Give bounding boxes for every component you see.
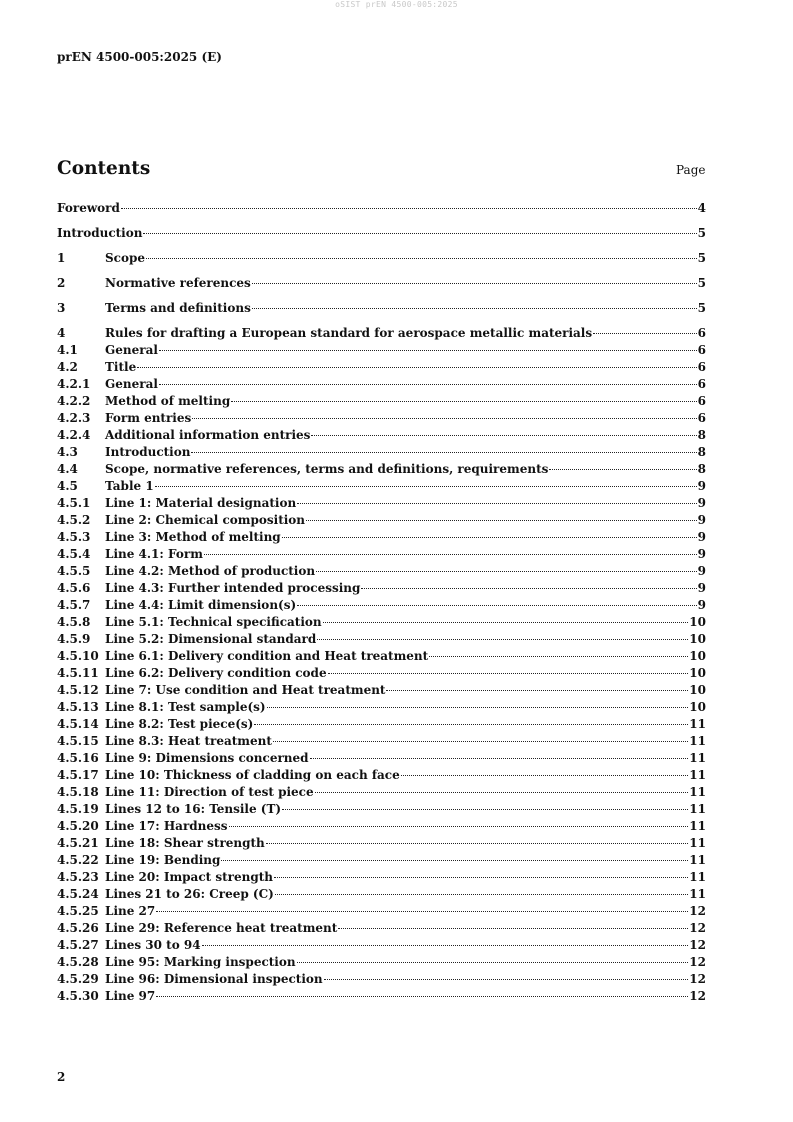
toc-entry[interactable]: [57, 853, 706, 870]
toc-entry-page: 12: [689, 904, 706, 918]
toc-entry-number: 4.5.8: [57, 615, 91, 629]
toc-entry[interactable]: [57, 768, 706, 785]
toc-entry[interactable]: [57, 972, 706, 989]
toc-entry[interactable]: [57, 819, 706, 836]
toc-entry-title: Line 8.3: Heat treatment: [105, 734, 272, 748]
toc-entry-number: 2: [57, 276, 66, 290]
toc-entry-page: 5: [697, 251, 706, 265]
toc-dot-leader: [159, 350, 697, 351]
toc-entry-page: 11: [689, 802, 706, 816]
toc-entry[interactable]: [57, 581, 706, 598]
table-of-contents: [57, 201, 706, 1006]
toc-entry-title: Scope: [105, 251, 146, 265]
toc-entry-page: 8: [697, 445, 706, 459]
toc-entry-number: 4: [57, 326, 66, 340]
toc-entry-page: 5: [697, 276, 706, 290]
toc-entry[interactable]: [57, 785, 706, 802]
toc-entry-number: 4.5.30: [57, 989, 99, 1003]
toc-dot-leader: [297, 503, 696, 504]
toc-entry-number: 3: [57, 301, 66, 315]
toc-entry-number: 4.5.22: [57, 853, 99, 867]
toc-entry-page: 12: [689, 972, 706, 986]
toc-entry-title: General: [105, 377, 158, 391]
toc-entry-number: 4.5.2: [57, 513, 91, 527]
toc-entry[interactable]: [57, 700, 706, 717]
toc-entry-title: Line 96: Dimensional inspection: [105, 972, 323, 986]
toc-entry-title: Line 10: Thickness of cladding on each face: [105, 768, 400, 782]
toc-entry-title: Line 19: Bending: [105, 853, 221, 867]
toc-entry-title: Line 97: [105, 989, 156, 1003]
toc-entry-page: 9: [697, 598, 706, 612]
toc-entry[interactable]: [57, 955, 706, 972]
toc-dot-leader: [429, 656, 688, 657]
toc-entry-page: 6: [697, 343, 706, 357]
toc-entry-title: Line 5.2: Dimensional standard: [105, 632, 317, 646]
toc-dot-leader: [143, 233, 696, 234]
toc-entry-page: 6: [697, 326, 706, 340]
toc-entry-number: 4.5.9: [57, 632, 91, 646]
toc-entry-page: 9: [697, 530, 706, 544]
toc-entry-number: 4.5.29: [57, 972, 99, 986]
toc-entry[interactable]: [57, 201, 706, 226]
toc-entry-page: 8: [697, 462, 706, 476]
toc-entry[interactable]: [57, 251, 706, 276]
toc-entry-title: Line 18: Shear strength: [105, 836, 265, 850]
toc-entry-number: 4.5.17: [57, 768, 99, 782]
toc-entry-title: Line 9: Dimensions concerned: [105, 751, 309, 765]
toc-entry-number: 4.5.12: [57, 683, 99, 697]
toc-entry-page: 10: [689, 700, 706, 714]
toc-entry[interactable]: [57, 462, 706, 479]
page-number: 2: [57, 1070, 66, 1084]
toc-entry-page: 9: [697, 581, 706, 595]
toc-dot-leader: [274, 877, 688, 878]
toc-entry-page: 11: [689, 768, 706, 782]
toc-entry[interactable]: [57, 428, 706, 445]
toc-dot-leader: [317, 639, 688, 640]
toc-entry-page: 11: [689, 887, 706, 901]
toc-dot-leader: [386, 690, 688, 691]
toc-entry-number: 4.2.1: [57, 377, 91, 391]
watermark: oSIST prEN 4500-005:2025: [335, 0, 458, 9]
toc-dot-leader: [282, 809, 688, 810]
toc-entry-title: Line 8.2: Test piece(s): [105, 717, 254, 731]
toc-entry-title: Title: [105, 360, 137, 374]
toc-entry-title: Line 6.1: Delivery condition and Heat treatment: [105, 649, 429, 663]
toc-dot-leader: [137, 367, 696, 368]
toc-entry[interactable]: [57, 989, 706, 1006]
toc-entry-title: Line 5.1: Technical specification: [105, 615, 322, 629]
toc-entry-page: 9: [697, 479, 706, 493]
contents-heading: Contents: [57, 158, 151, 179]
toc-dot-leader: [361, 588, 696, 589]
toc-entry-page: 10: [689, 683, 706, 697]
toc-entry-number: 4.5: [57, 479, 78, 493]
toc-dot-leader: [231, 401, 696, 402]
toc-entry-number: 4.5.5: [57, 564, 91, 578]
toc-dot-leader: [282, 537, 697, 538]
toc-entry-number: 4.5.25: [57, 904, 99, 918]
toc-dot-leader: [323, 622, 689, 623]
toc-dot-leader: [267, 707, 689, 708]
toc-entry[interactable]: [57, 836, 706, 853]
toc-entry[interactable]: [57, 598, 706, 615]
toc-entry-page: 12: [689, 921, 706, 935]
toc-entry-page: 5: [697, 301, 706, 315]
toc-entry-page: 6: [697, 360, 706, 374]
toc-entry-number: 4.5.21: [57, 836, 99, 850]
toc-entry-number: 4.5.23: [57, 870, 99, 884]
toc-entry[interactable]: [57, 666, 706, 683]
toc-entry[interactable]: [57, 360, 706, 377]
toc-entry-title: Terms and definitions: [105, 301, 251, 315]
toc-entry-page: 11: [689, 734, 706, 748]
toc-dot-leader: [159, 384, 697, 385]
toc-entry[interactable]: [57, 496, 706, 513]
toc-dot-leader: [593, 333, 697, 334]
toc-entry[interactable]: [57, 734, 706, 751]
toc-dot-leader: [401, 775, 689, 776]
toc-entry-number: 4.5.20: [57, 819, 99, 833]
toc-dot-leader: [324, 979, 689, 980]
toc-entry[interactable]: [57, 564, 706, 581]
toc-entry-title: Line 11: Direction of test piece: [105, 785, 314, 799]
toc-entry-number: 4.2.3: [57, 411, 91, 425]
toc-dot-leader: [297, 605, 696, 606]
toc-entry-title: Scope, normative references, terms and definitions, requirements: [105, 462, 549, 476]
toc-entry-title: Line 29: Reference heat treatment: [105, 921, 338, 935]
toc-entry-number: 4.5.15: [57, 734, 99, 748]
toc-entry-number: 4.5.11: [57, 666, 99, 680]
toc-entry-page: 11: [689, 836, 706, 850]
toc-entry[interactable]: [57, 276, 706, 301]
toc-entry[interactable]: [57, 870, 706, 887]
toc-entry[interactable]: [57, 530, 706, 547]
toc-entry-number: 1: [57, 251, 66, 265]
toc-entry-number: 4.5.7: [57, 598, 91, 612]
toc-entry-page: 10: [689, 649, 706, 663]
toc-entry[interactable]: [57, 649, 706, 666]
toc-entry-title: Additional information entries: [105, 428, 311, 442]
toc-entry-title: Line 27: [105, 904, 156, 918]
toc-entry[interactable]: [57, 301, 706, 326]
toc-entry-page: 10: [689, 666, 706, 680]
toc-dot-leader: [328, 673, 689, 674]
toc-entry-number: 4.5.6: [57, 581, 91, 595]
toc-dot-leader: [315, 792, 689, 793]
toc-entry-page: 9: [697, 496, 706, 510]
toc-dot-leader: [221, 860, 688, 861]
toc-entry[interactable]: [57, 717, 706, 734]
toc-entry[interactable]: [57, 887, 706, 904]
toc-dot-leader: [156, 911, 688, 912]
toc-entry-page: 6: [697, 377, 706, 391]
toc-entry-page: 11: [689, 785, 706, 799]
toc-dot-leader: [146, 258, 697, 259]
toc-entry-page: 12: [689, 955, 706, 969]
toc-entry-page: 11: [689, 717, 706, 731]
toc-entry-number: 4.5.1: [57, 496, 91, 510]
toc-entry-title: Line 3: Method of melting: [105, 530, 281, 544]
toc-entry-title: Line 95: Marking inspection: [105, 955, 296, 969]
toc-entry[interactable]: [57, 904, 706, 921]
toc-entry[interactable]: [57, 226, 706, 251]
toc-entry-title: Lines 30 to 94: [105, 938, 201, 952]
toc-dot-leader: [155, 486, 697, 487]
toc-entry[interactable]: [57, 343, 706, 360]
toc-entry[interactable]: [57, 632, 706, 649]
toc-entry-page: 9: [697, 513, 706, 527]
toc-dot-leader: [266, 843, 689, 844]
toc-entry[interactable]: [57, 445, 706, 462]
toc-entry-page: 5: [697, 226, 706, 240]
toc-entry-page: 9: [697, 564, 706, 578]
toc-entry-number: 4.5.18: [57, 785, 99, 799]
toc-entry[interactable]: [57, 394, 706, 411]
toc-entry-title: Line 2: Chemical composition: [105, 513, 306, 527]
toc-entry-number: 4.2: [57, 360, 78, 374]
toc-dot-leader: [229, 826, 689, 827]
toc-entry-title: Line 4.4: Limit dimension(s): [105, 598, 297, 612]
toc-entry-number: 4.5.16: [57, 751, 99, 765]
toc-dot-leader: [549, 469, 696, 470]
toc-dot-leader: [252, 283, 697, 284]
document-id-header: prEN 4500-005:2025 (E): [57, 50, 222, 64]
toc-entry-number: 4.2.4: [57, 428, 91, 442]
toc-entry-page: 12: [689, 938, 706, 952]
toc-entry-title: Line 20: Impact strength: [105, 870, 273, 884]
toc-entry[interactable]: [57, 751, 706, 768]
toc-entry-page: 10: [689, 632, 706, 646]
toc-entry-page: 12: [689, 989, 706, 1003]
toc-entry-title: Line 8.1: Test sample(s): [105, 700, 266, 714]
toc-dot-leader: [273, 741, 688, 742]
toc-entry-title: Lines 12 to 16: Tensile (T): [105, 802, 282, 816]
toc-entry-title: Method of melting: [105, 394, 231, 408]
toc-dot-leader: [254, 724, 688, 725]
toc-entry-title: Form entries: [105, 411, 192, 425]
toc-entry-page: 4: [697, 201, 706, 215]
toc-entry-title: Line 1: Material designation: [105, 496, 297, 510]
toc-entry-number: 4.5.3: [57, 530, 91, 544]
toc-entry-title: Line 4.2: Method of production: [105, 564, 316, 578]
toc-dot-leader: [311, 435, 696, 436]
page-column-label: Page: [676, 163, 706, 177]
toc-entry-number: 4.5.13: [57, 700, 99, 714]
toc-entry-title: General: [105, 343, 158, 357]
toc-entry-number: 4.5.4: [57, 547, 91, 561]
toc-entry-title: Line 6.2: Delivery condition code: [105, 666, 327, 680]
toc-entry[interactable]: [57, 479, 706, 496]
toc-dot-leader: [204, 554, 697, 555]
toc-dot-leader: [275, 894, 688, 895]
toc-entry-page: 11: [689, 870, 706, 884]
toc-entry[interactable]: [57, 513, 706, 530]
toc-entry-title: Introduction: [57, 226, 143, 240]
toc-entry-page: 11: [689, 819, 706, 833]
toc-entry-page: 10: [689, 615, 706, 629]
toc-entry-number: 4.5.27: [57, 938, 99, 952]
toc-entry-page: 11: [689, 853, 706, 867]
toc-entry-title: Line 17: Hardness: [105, 819, 228, 833]
toc-entry-number: 4.3: [57, 445, 78, 459]
toc-entry-title: Line 4.3: Further intended processing: [105, 581, 361, 595]
toc-entry-title: Line 7: Use condition and Heat treatment: [105, 683, 386, 697]
toc-entry[interactable]: [57, 921, 706, 938]
toc-dot-leader: [121, 208, 697, 209]
toc-dot-leader: [310, 758, 689, 759]
toc-dot-leader: [192, 418, 696, 419]
toc-dot-leader: [316, 571, 697, 572]
toc-entry[interactable]: [57, 326, 706, 343]
toc-entry-page: 8: [697, 428, 706, 442]
toc-dot-leader: [306, 520, 697, 521]
toc-entry-number: 4.5.24: [57, 887, 99, 901]
toc-entry-number: 4.5.10: [57, 649, 99, 663]
toc-dot-leader: [252, 308, 697, 309]
toc-dot-leader: [202, 945, 689, 946]
toc-entry-title: Lines 21 to 26: Creep (C): [105, 887, 274, 901]
toc-entry-number: 4.1: [57, 343, 78, 357]
toc-entry-number: 4.2.2: [57, 394, 91, 408]
toc-entry-page: 6: [697, 394, 706, 408]
toc-entry-number: 4.5.26: [57, 921, 99, 935]
toc-entry-page: 6: [697, 411, 706, 425]
toc-entry-title: Line 4.1: Form: [105, 547, 203, 561]
toc-entry-title: Foreword: [57, 201, 120, 215]
toc-entry[interactable]: [57, 802, 706, 819]
toc-dot-leader: [338, 928, 688, 929]
toc-dot-leader: [191, 452, 696, 453]
toc-entry-page: 11: [689, 751, 706, 765]
toc-entry[interactable]: [57, 547, 706, 564]
toc-entry-page: 9: [697, 547, 706, 561]
toc-entry-title: Introduction: [105, 445, 191, 459]
toc-dot-leader: [156, 996, 688, 997]
toc-entry[interactable]: [57, 615, 706, 632]
toc-entry-title: Rules for drafting a European standard for aerospace metallic materials: [105, 326, 593, 340]
toc-entry[interactable]: [57, 683, 706, 700]
toc-entry-title: Table 1: [105, 479, 154, 493]
toc-entry-title: Normative references: [105, 276, 251, 290]
toc-entry[interactable]: [57, 938, 706, 955]
toc-entry-number: 4.5.14: [57, 717, 99, 731]
toc-entry[interactable]: [57, 377, 706, 394]
toc-entry-number: 4.5.28: [57, 955, 99, 969]
toc-entry-number: 4.4: [57, 462, 78, 476]
toc-entry-number: 4.5.19: [57, 802, 99, 816]
toc-entry[interactable]: [57, 411, 706, 428]
toc-dot-leader: [297, 962, 689, 963]
